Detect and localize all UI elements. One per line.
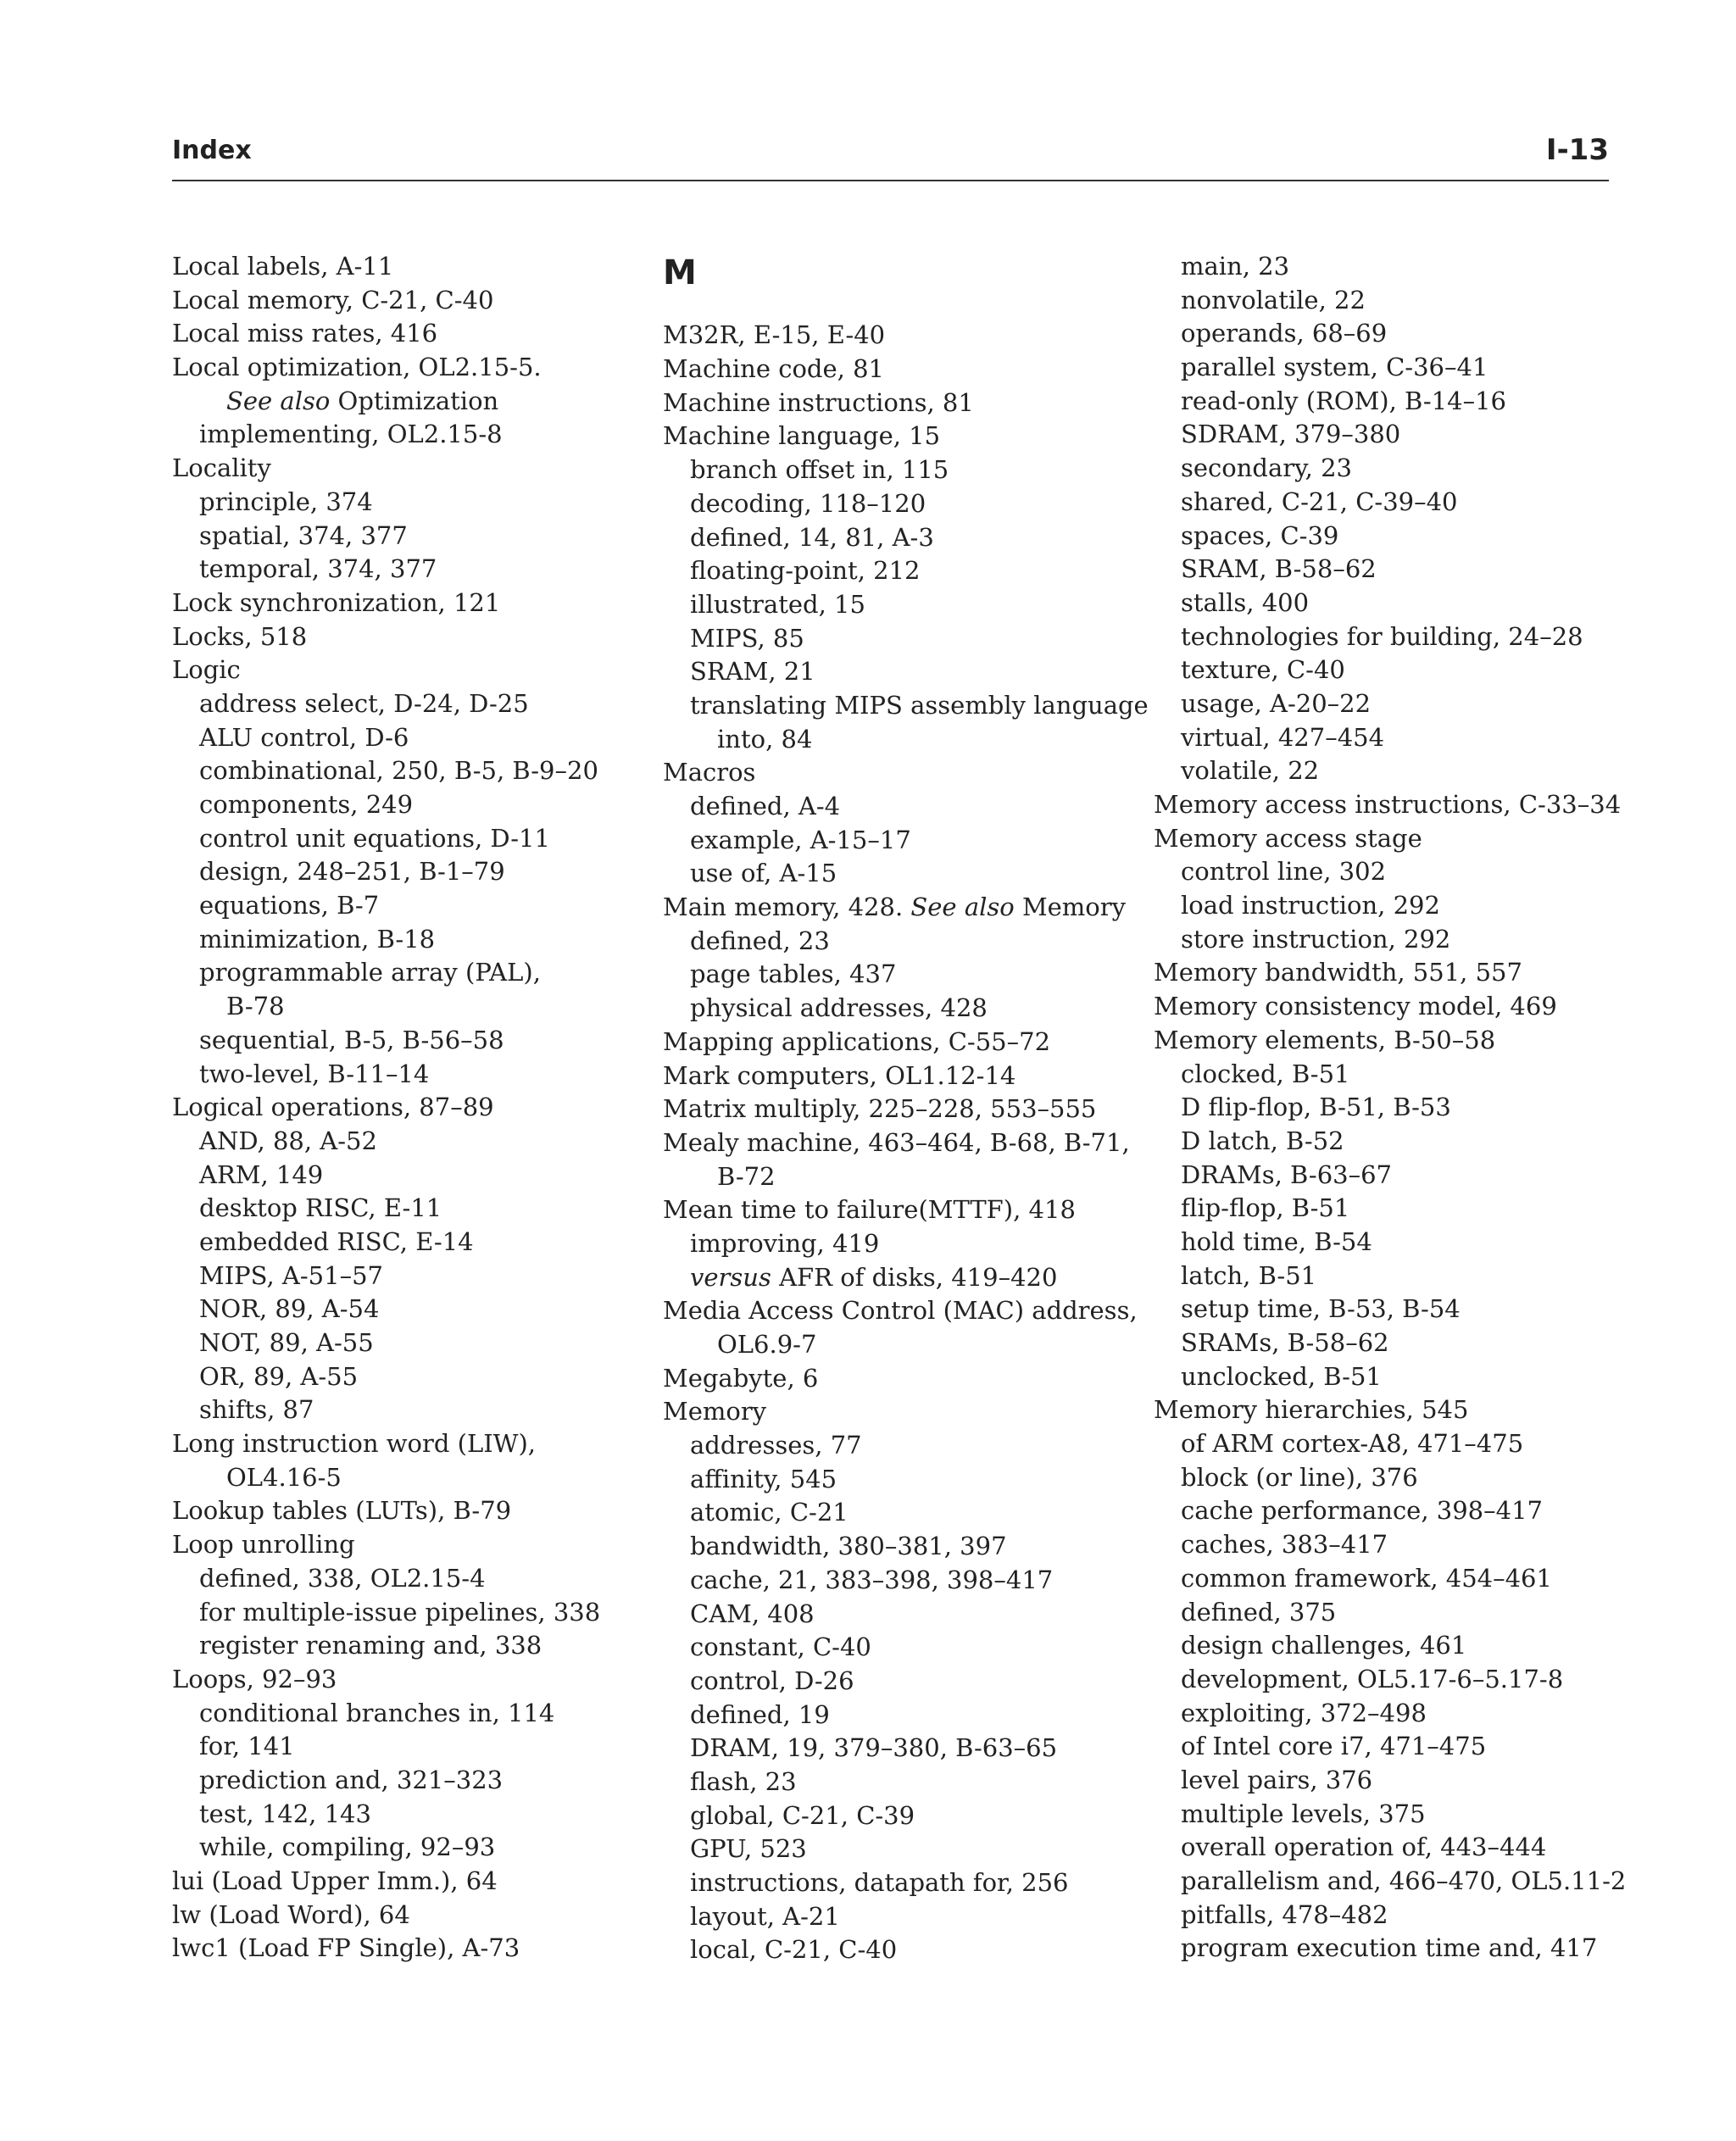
index-subentry: defined, 14, 81, A-3: [690, 522, 934, 552]
index-entry: Local miss rates, 416: [172, 319, 438, 348]
index-subentry: NOT, 89, A-55: [199, 1328, 374, 1357]
index-entry: M32R, E-15, E-40: [663, 320, 886, 350]
index-entry: Long instruction word (LIW),: [172, 1429, 537, 1459]
index-subentry: multiple levels, 375: [1181, 1799, 1426, 1828]
section-letter: M: [663, 253, 697, 292]
index-subentry: overall operation of, 443–444: [1181, 1832, 1547, 1862]
index-subentry: level pairs, 376: [1181, 1765, 1373, 1794]
index-subentry: shared, C-21, C-39–40: [1181, 487, 1458, 516]
index-subentry: temporal, 374, 377: [199, 554, 437, 584]
index-column-2: [663, 250, 1149, 1967]
index-subentry: spatial, 374, 377: [199, 520, 408, 550]
index-subentry: pitfalls, 478–482: [1181, 1899, 1388, 1929]
index-subentry: cache, 21, 383–398, 398–417: [690, 1565, 1054, 1594]
index-entry: Memory access instructions, C-33–34: [1154, 790, 1622, 819]
index-entry: Memory consistency model, 469: [1154, 992, 1557, 1021]
index-subentry: addresses, 77: [690, 1431, 862, 1460]
index-entry: Mealy machine, 463–464, B-68, B-71,: [663, 1127, 1130, 1157]
index-subentry: store instruction, 292: [1181, 924, 1451, 954]
index-entry: Mapping applications, C-55–72: [663, 1026, 1051, 1056]
index-subentry: block (or line), 376: [1181, 1462, 1418, 1492]
index-subentry: parallelism and, 466–470, OL5.11-2: [1181, 1866, 1627, 1895]
index-subentry: minimization, B-18: [199, 924, 436, 954]
index-subentry: OR, 89, A-55: [199, 1361, 359, 1391]
index-entry: Memory access stage: [1154, 823, 1422, 853]
index-subentry: volatile, 22: [1181, 756, 1320, 786]
index-subentry: local, C-21, C-40: [690, 1935, 898, 1965]
index-subentry: components, 249: [199, 790, 414, 819]
index-subentry: bandwidth, 380–381, 397: [690, 1532, 1007, 1561]
index-subentry: D flip-flop, B-51, B-53: [1181, 1093, 1451, 1122]
index-subentry: of ARM cortex-A8, 471–475: [1181, 1429, 1524, 1459]
page-header: [172, 129, 1609, 181]
index-subentry: principle, 374: [199, 487, 373, 516]
index-subentry: [663, 1261, 1138, 1295]
index-subentry: SRAMs, B-58–62: [1181, 1328, 1389, 1357]
index-subentry: design, 248–251, B-1–79: [199, 857, 505, 887]
index-subentry: operands, 68–69: [1181, 319, 1388, 348]
page-number: I-13: [1545, 133, 1609, 167]
index-subentry: sequential, B-5, B-56–58: [199, 1025, 504, 1054]
index-subentry: defined, 375: [1181, 1597, 1337, 1627]
index-subentry: MIPS, 85: [690, 623, 804, 653]
index-subentry: defined, 23: [690, 926, 830, 955]
index-subentry: for, 141: [199, 1732, 295, 1761]
index-subentry: flash, 23: [690, 1766, 797, 1796]
index-subentry: common framework, 454–461: [1181, 1563, 1552, 1593]
index-subentry: parallel system, C-36–41: [1181, 353, 1488, 382]
index-subentry: D latch, B-52: [1181, 1126, 1344, 1155]
see-also-label: See also: [910, 893, 1015, 922]
index-subentry: ARM, 149: [199, 1159, 324, 1189]
index-entry: Memory bandwidth, 551, 557: [1154, 958, 1522, 987]
index-subentry: combinational, 250, B-5, B-9–20: [199, 756, 598, 786]
index-subentry: of Intel core i7, 471–475: [1181, 1732, 1487, 1761]
index-subentry: improving, 419: [690, 1228, 880, 1258]
index-subentry: decoding, 118–120: [690, 488, 926, 518]
index-entry: Memory: [663, 1397, 767, 1426]
index-entry: Local memory, C-21, C-40: [172, 285, 494, 314]
index-subentry: global, C-21, C-39: [690, 1800, 915, 1830]
index-subentry: unclocked, B-51: [1181, 1361, 1382, 1391]
index-entry: Loop unrolling: [172, 1530, 355, 1560]
index-subentry: SRAM, 21: [690, 657, 815, 687]
index-subentry: programmable array (PAL),: [199, 958, 541, 987]
index-subentry: page tables, 437: [690, 959, 897, 989]
index-subentry: physical addresses, 428: [690, 993, 988, 1023]
index-entry: Mean time to failure(MTTF), 418: [663, 1195, 1076, 1225]
index-subentry: load instruction, 292: [1181, 891, 1440, 920]
see-also-label: See also: [226, 386, 331, 415]
index-cross-reference: [172, 385, 647, 419]
index-entry: Megabyte, 6: [663, 1363, 819, 1393]
versus-label: versus: [690, 1262, 771, 1292]
index-subentry: defined, 338, OL2.15-4: [199, 1563, 486, 1593]
index-subentry: defined, 19: [690, 1699, 830, 1729]
index-entry: Local optimization, OL2.15-5.: [172, 353, 542, 382]
index-subentry: virtual, 427–454: [1181, 722, 1385, 752]
index-subentry: address select, D-24, D-25: [199, 688, 529, 718]
index-subentry: stalls, 400: [1181, 587, 1310, 617]
index-entry: Memory hierarchies, 545: [1154, 1395, 1469, 1425]
index-subentry: desktop RISC, E-11: [199, 1193, 442, 1223]
index-entry: Mark computers, OL1.12-14: [663, 1060, 1016, 1090]
index-entry: Memory elements, B-50–58: [1154, 1025, 1496, 1054]
index-subentry: CAM, 408: [690, 1599, 815, 1628]
index-subentry: texture, C-40: [1181, 655, 1345, 685]
index-subentry: read-only (ROM), B-14–16: [1181, 386, 1507, 415]
index-entry: Logical operations, 87–89: [172, 1093, 494, 1122]
index-entry: lw (Load Word), 64: [172, 1899, 410, 1929]
index-column-1: [172, 250, 647, 1966]
cross-reference-target: Memory: [1014, 893, 1127, 922]
index-subentry: translating MIPS assembly language: [690, 690, 1149, 720]
entry-text: Main memory, 428.: [663, 893, 911, 922]
index-subentry: SDRAM, 379–380: [1181, 420, 1401, 449]
index-subentry: atomic, C-21: [690, 1498, 849, 1527]
index-entry: Machine instructions, 81: [663, 387, 974, 417]
index-subentry: GPU, 523: [690, 1834, 807, 1864]
index-subentry: floating-point, 212: [690, 556, 921, 586]
index-subentry: SRAM, B-58–62: [1181, 554, 1377, 584]
index-entry: Macros: [663, 758, 756, 787]
index-subentry: implementing, OL2.15-8: [199, 420, 503, 449]
index-continuation: into, 84: [717, 724, 813, 754]
index-subentry: for multiple-issue pipelines, 338: [199, 1597, 601, 1627]
index-subentry: layout, A-21: [690, 1901, 840, 1931]
cross-reference-target: Optimization: [330, 386, 499, 415]
index-subentry: development, OL5.17-6–5.17-8: [1181, 1664, 1564, 1693]
index-subentry: use of, A-15: [690, 859, 837, 888]
index-subentry: example, A-15–17: [690, 825, 911, 854]
index-entry: Lock synchronization, 121: [172, 587, 501, 617]
index-subentry: main, 23: [1181, 252, 1290, 281]
index-subentry: register renaming and, 338: [199, 1631, 542, 1660]
index-subentry: exploiting, 372–498: [1181, 1698, 1427, 1727]
index-subentry: technologies for building, 24–28: [1181, 621, 1583, 651]
index-subentry: control line, 302: [1181, 857, 1387, 887]
index-subentry: cache performance, 398–417: [1181, 1496, 1543, 1526]
index-subentry: two-level, B-11–14: [199, 1059, 430, 1088]
index-subentry: AND, 88, A-52: [199, 1126, 377, 1155]
index-subentry: usage, A-20–22: [1181, 688, 1372, 718]
index-entry: Logic: [172, 655, 241, 685]
index-subentry: ALU control, D-6: [199, 722, 409, 752]
index-entry: Lookup tables (LUTs), B-79: [172, 1496, 512, 1526]
index-subentry: defined, A-4: [690, 792, 841, 821]
index-continuation: OL6.9-7: [717, 1330, 817, 1360]
index-subentry: test, 142, 143: [199, 1799, 371, 1828]
index-subentry: prediction and, 321–323: [199, 1765, 504, 1794]
index-subentry: DRAM, 19, 379–380, B-63–65: [690, 1733, 1058, 1763]
index-subentry: design challenges, 461: [1181, 1631, 1467, 1660]
running-head: Index: [172, 136, 252, 165]
index-entry: Matrix multiply, 225–228, 553–555: [663, 1094, 1097, 1124]
index-subentry: embedded RISC, E-14: [199, 1226, 474, 1256]
index-subentry: shifts, 87: [199, 1395, 314, 1425]
index-entry: Machine code, 81: [663, 354, 884, 384]
index-entry: lui (Load Upper Imm.), 64: [172, 1866, 498, 1895]
index-subentry: instructions, datapath for, 256: [690, 1868, 1069, 1898]
index-entry: lwc1 (Load FP Single), A-73: [172, 1933, 520, 1963]
index-subentry: nonvolatile, 22: [1181, 285, 1366, 314]
index-entry: Local labels, A-11: [172, 252, 394, 281]
index-entry: Locality: [172, 453, 271, 483]
index-entry: Media Access Control (MAC) address,: [663, 1296, 1138, 1326]
index-continuation: OL4.16-5: [226, 1462, 342, 1492]
index-subentry: hold time, B-54: [1181, 1226, 1372, 1256]
index-subentry: caches, 383–417: [1181, 1530, 1388, 1560]
entry-text: AFR of disks, 419–420: [771, 1262, 1058, 1292]
index-subentry: equations, B-7: [199, 891, 380, 920]
index-entry: Locks, 518: [172, 621, 308, 651]
index-subentry: control, D-26: [690, 1666, 854, 1695]
index-column-3: [1154, 250, 1628, 1966]
index-entry: Loops, 92–93: [172, 1664, 337, 1693]
index-subentry: MIPS, A-51–57: [199, 1260, 383, 1290]
index-subentry: clocked, B-51: [1181, 1059, 1350, 1088]
index-subentry: conditional branches in, 114: [199, 1698, 555, 1727]
index-subentry: latch, B-51: [1181, 1260, 1317, 1290]
index-subentry: constant, C-40: [690, 1632, 871, 1662]
index-subentry: program execution time and, 417: [1181, 1933, 1598, 1963]
index-subentry: illustrated, 15: [690, 589, 865, 619]
index-subentry: spaces, C-39: [1181, 520, 1339, 550]
index-subentry: affinity, 545: [690, 1464, 837, 1493]
index-entry: Machine language, 15: [663, 421, 941, 451]
index-subentry: while, compiling, 92–93: [199, 1832, 496, 1862]
index-subentry: DRAMs, B-63–67: [1181, 1159, 1392, 1189]
index-subentry: secondary, 23: [1181, 453, 1353, 483]
index-subentry: setup time, B-53, B-54: [1181, 1294, 1461, 1324]
index-subentry: branch offset in, 115: [690, 455, 949, 485]
index-entry: [663, 891, 1138, 925]
index-subentry: control unit equations, D-11: [199, 823, 550, 853]
index-subentry: NOR, 89, A-54: [199, 1294, 380, 1324]
index-continuation: B-72: [717, 1161, 776, 1191]
index-continuation: B-78: [226, 992, 285, 1021]
index-subentry: flip-flop, B-51: [1181, 1193, 1350, 1223]
